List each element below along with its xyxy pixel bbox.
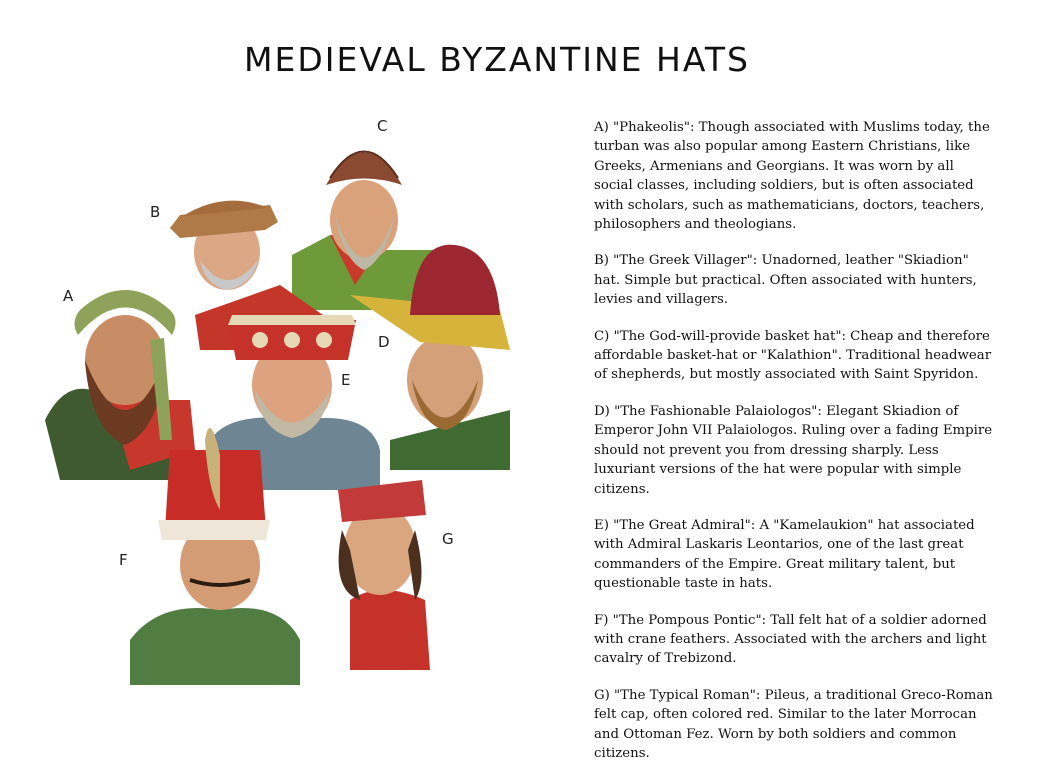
description-g: G) "The Typical Roman": Pileus, a traditional Greco-Roman felt cap, often colored red. Similar to the later Morrocan and Ottoman Fez. Worn by both soldiers and common citizens.: [594, 687, 993, 761]
description-a: A) "Phakeolis": Though associated with Muslims today, the turban was also popular among Eastern Christians, like Greeks, Armenians and Georgians. It was worn by all social classes, including soldiers, but is often associated with scholars, such as mathematicians, doctors, teachers, philosophers and theologians.: [594, 120, 990, 233]
label-e: E: [341, 371, 351, 389]
label-d: D: [378, 333, 390, 351]
descriptions-panel: [594, 118, 994, 780]
label-f: F: [119, 551, 128, 569]
label-c: C: [377, 117, 388, 135]
figure-g-pileus: [338, 480, 430, 670]
label-b: B: [150, 203, 161, 221]
hats-illustration: [30, 110, 550, 710]
description-c: C) "The God-will-provide basket hat": Cheap and therefore affordable basket-hat or "Kalathion". Traditional headwear of shepherds, but mostly associated with Saint Spyridon.: [594, 328, 992, 383]
description-f: F) "The Pompous Pontic": Tall felt hat of a soldier adorned with crane feathers. Associated with the archers and light cavalry of Trebizond.: [594, 612, 987, 667]
description-e: E) "The Great Admiral": A "Kamelaukion" hat associated with Admiral Laskaris Leontarios, one of the last great commanders of the Empire. Great military talent, but questionable taste in hats.: [594, 517, 975, 592]
description-b: B) "The Greek Villager": Unadorned, leather "Skiadion" hat. Simple but practical. Often associated with hunters, levies and villagers.: [594, 253, 977, 308]
description-d: D) "The Fashionable Palaiologos": Elegant Skiadion of Emperor John VII Palaiologos. Ruling over a fading Empire should not prevent you from dressing sharply. Less luxuriant versions of the hat were popular with simple citizens.: [594, 403, 993, 497]
page-title: MEDIEVAL BYZANTINE HATS: [244, 40, 750, 79]
label-g: G: [442, 530, 454, 548]
label-a: A: [63, 287, 74, 305]
